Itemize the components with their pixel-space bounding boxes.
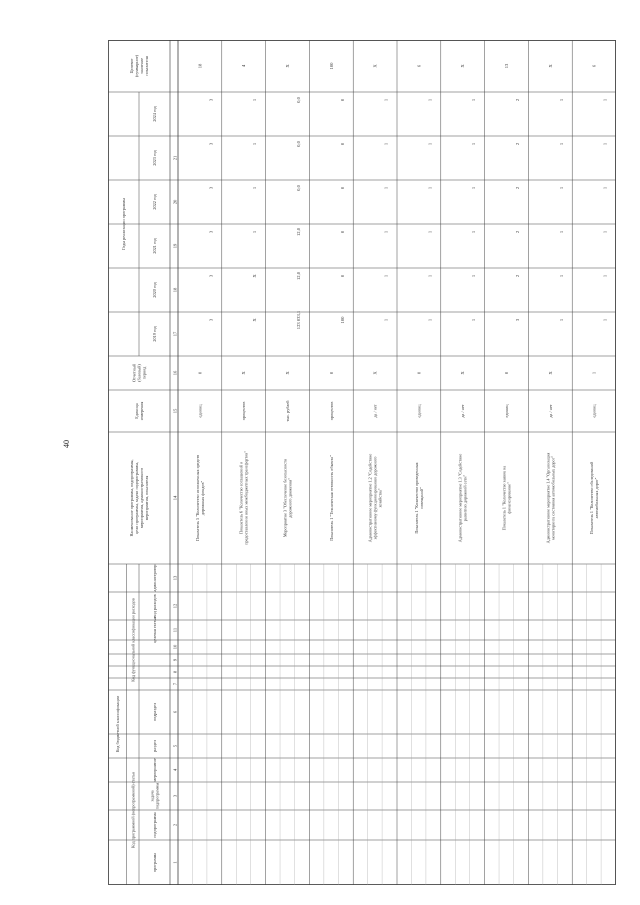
cell-final: 100 — [328, 62, 334, 70]
header-c6: подраздел — [152, 703, 157, 721]
cell-unit: единиц — [197, 404, 203, 418]
cell-unit: единиц — [504, 404, 509, 418]
cell-name: Показатель 1 "Техническая готовность объекта" — [328, 455, 334, 541]
cell-base: Х — [460, 371, 466, 375]
cell-year-value: 1 — [471, 142, 477, 146]
cell-unit: единиц — [591, 404, 597, 418]
column-number: 15 — [172, 408, 178, 414]
cell-base: 0 — [197, 371, 203, 375]
program-table-grid — [108, 40, 616, 885]
cell-year-value: 3 — [208, 186, 214, 190]
header-c13: администратор — [152, 564, 157, 592]
header-c3: задачаподпрограммы — [149, 782, 160, 810]
cell-final: 13 — [504, 63, 509, 69]
cell-year-value: 0 — [339, 230, 345, 234]
header-base: Отчетный(базовый)период — [131, 364, 147, 382]
cell-year-value: 1 — [471, 98, 477, 102]
header-c1: программа — [152, 852, 157, 873]
cell-year-value: 1 — [383, 142, 389, 146]
cell-year-value: 1 — [427, 186, 433, 190]
cell-year-value: 1 — [383, 318, 389, 322]
cell-year-value: 12,0 — [295, 227, 301, 237]
cell-name: Показатель 1 "Количество проведенныхсовещаний" — [413, 462, 424, 534]
header-year-5: 2024 год — [152, 106, 157, 122]
cell-unit: да / нет — [547, 404, 553, 418]
cell-year-value: 2 — [514, 230, 520, 234]
cell-name: Административное мероприятие 1.4 "Организациямониторинга состояния автомобильных дорог" — [545, 452, 556, 544]
cell-year-value: 123 033,1 — [295, 310, 301, 330]
header-year-3: 2022 год — [152, 194, 157, 210]
cell-year-value: 0,0 — [295, 141, 301, 147]
cell-year-value: 1 — [252, 230, 258, 234]
cell-year-value: 3 — [514, 318, 520, 322]
header-c5: раздел — [152, 740, 157, 752]
cell-year-value: 1 — [558, 230, 564, 234]
cell-year-value: 1 — [602, 230, 608, 234]
column-number: 4 — [172, 768, 178, 772]
cell-final: 4 — [241, 64, 247, 68]
header-program-code: Код программной (непрограммной) статьи — [130, 771, 136, 849]
column-number: 10 — [172, 644, 178, 650]
cell-base: 0 — [416, 371, 422, 375]
cell-base: Х — [241, 371, 247, 375]
cell-name: Показатель 5 "Количество исполненных средствдорожных фондов" — [194, 454, 205, 542]
cell-year-value: 0 — [339, 274, 345, 278]
header-c2: подпрограмма — [152, 812, 157, 838]
cell-year-value: 0,0 — [295, 97, 301, 103]
cell-base: Х — [285, 371, 290, 375]
cell-base: 1 — [591, 371, 597, 375]
cell-final: Х — [460, 64, 466, 68]
column-number: 1 — [172, 861, 178, 864]
header-code-group: Код бюджетной классификации — [114, 695, 120, 753]
cell-year-value: 1 — [558, 186, 564, 190]
cell-name: Административное мероприятие 1.2 "Содействиеэффективному функционированию дорожногохозяйства" — [367, 453, 383, 543]
column-number: 16 — [172, 370, 178, 376]
column-number: 14 — [172, 495, 178, 501]
header-c11: целевая статья — [152, 617, 157, 643]
cell-year-value: Х — [252, 318, 258, 322]
cell-year-value: 1 — [471, 186, 477, 190]
column-number: 18 — [172, 287, 178, 293]
cell-year-value: 1 — [558, 98, 564, 102]
cell-unit: процентов — [241, 401, 247, 421]
header-c12: вид расходов — [152, 594, 157, 618]
column-number: 12 — [172, 603, 178, 609]
column-number: 13 — [172, 575, 178, 581]
cell-year-value: 1 — [471, 318, 477, 322]
cell-name: Административное мероприятие 1.3 "Содействиеразвитию дорожной сети" — [457, 453, 468, 543]
cell-final: Х — [372, 64, 378, 68]
column-number: 17 — [172, 331, 178, 337]
cell-year-value: 1 — [252, 98, 258, 102]
page-number: 40 — [62, 440, 71, 448]
header-year-1: 2020 год — [152, 282, 157, 298]
cell-year-value: 3 — [208, 142, 214, 146]
cell-year-value: 3 — [208, 318, 214, 322]
cell-name: Показатель 1 "Количество заявок нафинансирование" — [501, 465, 512, 531]
column-number: 5 — [172, 744, 178, 748]
cell-year-value: 3 — [208, 230, 214, 234]
cell-year-value: 12,0 — [295, 271, 301, 281]
cell-year-value: 100 — [339, 316, 345, 324]
header-year-0: 2019 год — [152, 326, 157, 342]
column-number: 11 — [172, 627, 178, 633]
cell-name: Показатель 6 "Количество соглашений опредоставлении иных межбюджетных трансфертов" — [238, 451, 249, 545]
cell-year-value: 1 — [383, 186, 389, 190]
program-table — [108, 40, 616, 885]
column-number: 20 — [172, 199, 178, 205]
header-func-group: Код функциональной классификации расходов — [130, 598, 136, 682]
cell-base: 0 — [504, 371, 509, 375]
cell-year-value: 1 — [427, 142, 433, 146]
cell-year-value: 1 — [602, 98, 608, 102]
cell-year-value: 0 — [339, 142, 345, 146]
cell-year-value: 1 — [602, 274, 608, 278]
header-year-4: 2023 год — [152, 150, 157, 166]
cell-unit: да / нет — [372, 404, 378, 418]
cell-year-value: 1 — [558, 318, 564, 322]
column-number: 6 — [172, 710, 178, 714]
cell-year-value: 1 — [471, 230, 477, 234]
cell-final: 18 — [197, 63, 203, 69]
column-number: 21 — [172, 155, 178, 161]
cell-year-value: 1 — [558, 142, 564, 146]
cell-unit: процентов — [328, 401, 334, 421]
header-years-group: Годы реализации программы — [121, 198, 126, 250]
cell-year-value: 1 — [602, 318, 608, 322]
cell-year-value: 3 — [208, 274, 214, 278]
cell-year-value: 1 — [471, 274, 477, 278]
cell-year-value: Х — [252, 274, 258, 278]
cell-year-value: 2 — [514, 142, 520, 146]
column-number: 7 — [172, 682, 178, 686]
cell-final: Х — [285, 64, 290, 68]
cell-year-value: 1 — [558, 274, 564, 278]
cell-year-value: 1 — [252, 186, 258, 190]
cell-unit: тыс. рублей — [285, 400, 290, 422]
cell-year-value: 0 — [339, 186, 345, 190]
cell-base: Х — [547, 371, 553, 375]
cell-base: Х — [372, 371, 378, 375]
cell-year-value: 3 — [208, 98, 214, 102]
header-final: Целевое(суммарное)значениепоказателя — [129, 54, 149, 78]
cell-year-value: 1 — [383, 98, 389, 102]
cell-year-value: 2 — [514, 186, 520, 190]
cell-final: 6 — [416, 64, 422, 68]
cell-year-value: 1 — [383, 274, 389, 278]
cell-unit: да / нет — [460, 404, 466, 418]
column-number: 3 — [172, 794, 178, 798]
column-number: 19 — [172, 243, 178, 249]
cell-year-value: 1 — [427, 230, 433, 234]
cell-year-value: 2 — [514, 274, 520, 278]
header-year-2: 2021 год — [152, 238, 157, 254]
cell-year-value: 0 — [339, 98, 345, 102]
cell-year-value: 1 — [427, 274, 433, 278]
cell-base: 0 — [328, 371, 334, 375]
cell-year-value: 1 — [602, 186, 608, 190]
cell-year-value: 1 — [602, 142, 608, 146]
cell-unit: единиц — [416, 404, 422, 418]
cell-year-value: 1 — [427, 318, 433, 322]
header-c4: мероприятие — [152, 758, 157, 782]
header-unit: Единицаизмерения — [134, 401, 144, 421]
cell-final: 6 — [591, 64, 597, 68]
column-number: 8 — [172, 670, 178, 674]
cell-final: Х — [547, 64, 553, 68]
cell-year-value: 2 — [514, 98, 520, 102]
column-number: 2 — [172, 823, 178, 827]
cell-year-value: 0,0 — [295, 185, 301, 191]
header-name: Наименование программы, подпрограммы,цели программы, задачи подпрограммы,мероприятия, административногомероприятия, показателя — [129, 459, 149, 537]
cell-year-value: 1 — [383, 230, 389, 234]
cell-year-value: 1 — [252, 142, 258, 146]
cell-year-value: 1 — [427, 98, 433, 102]
cell-name: Показатель 1 "Количество обследованийавтомобильных дорог" — [589, 461, 600, 535]
cell-name: Мероприятие 3 "Обеспечение безопасностидорожного движения" — [282, 458, 293, 538]
column-number: 9 — [172, 658, 178, 662]
